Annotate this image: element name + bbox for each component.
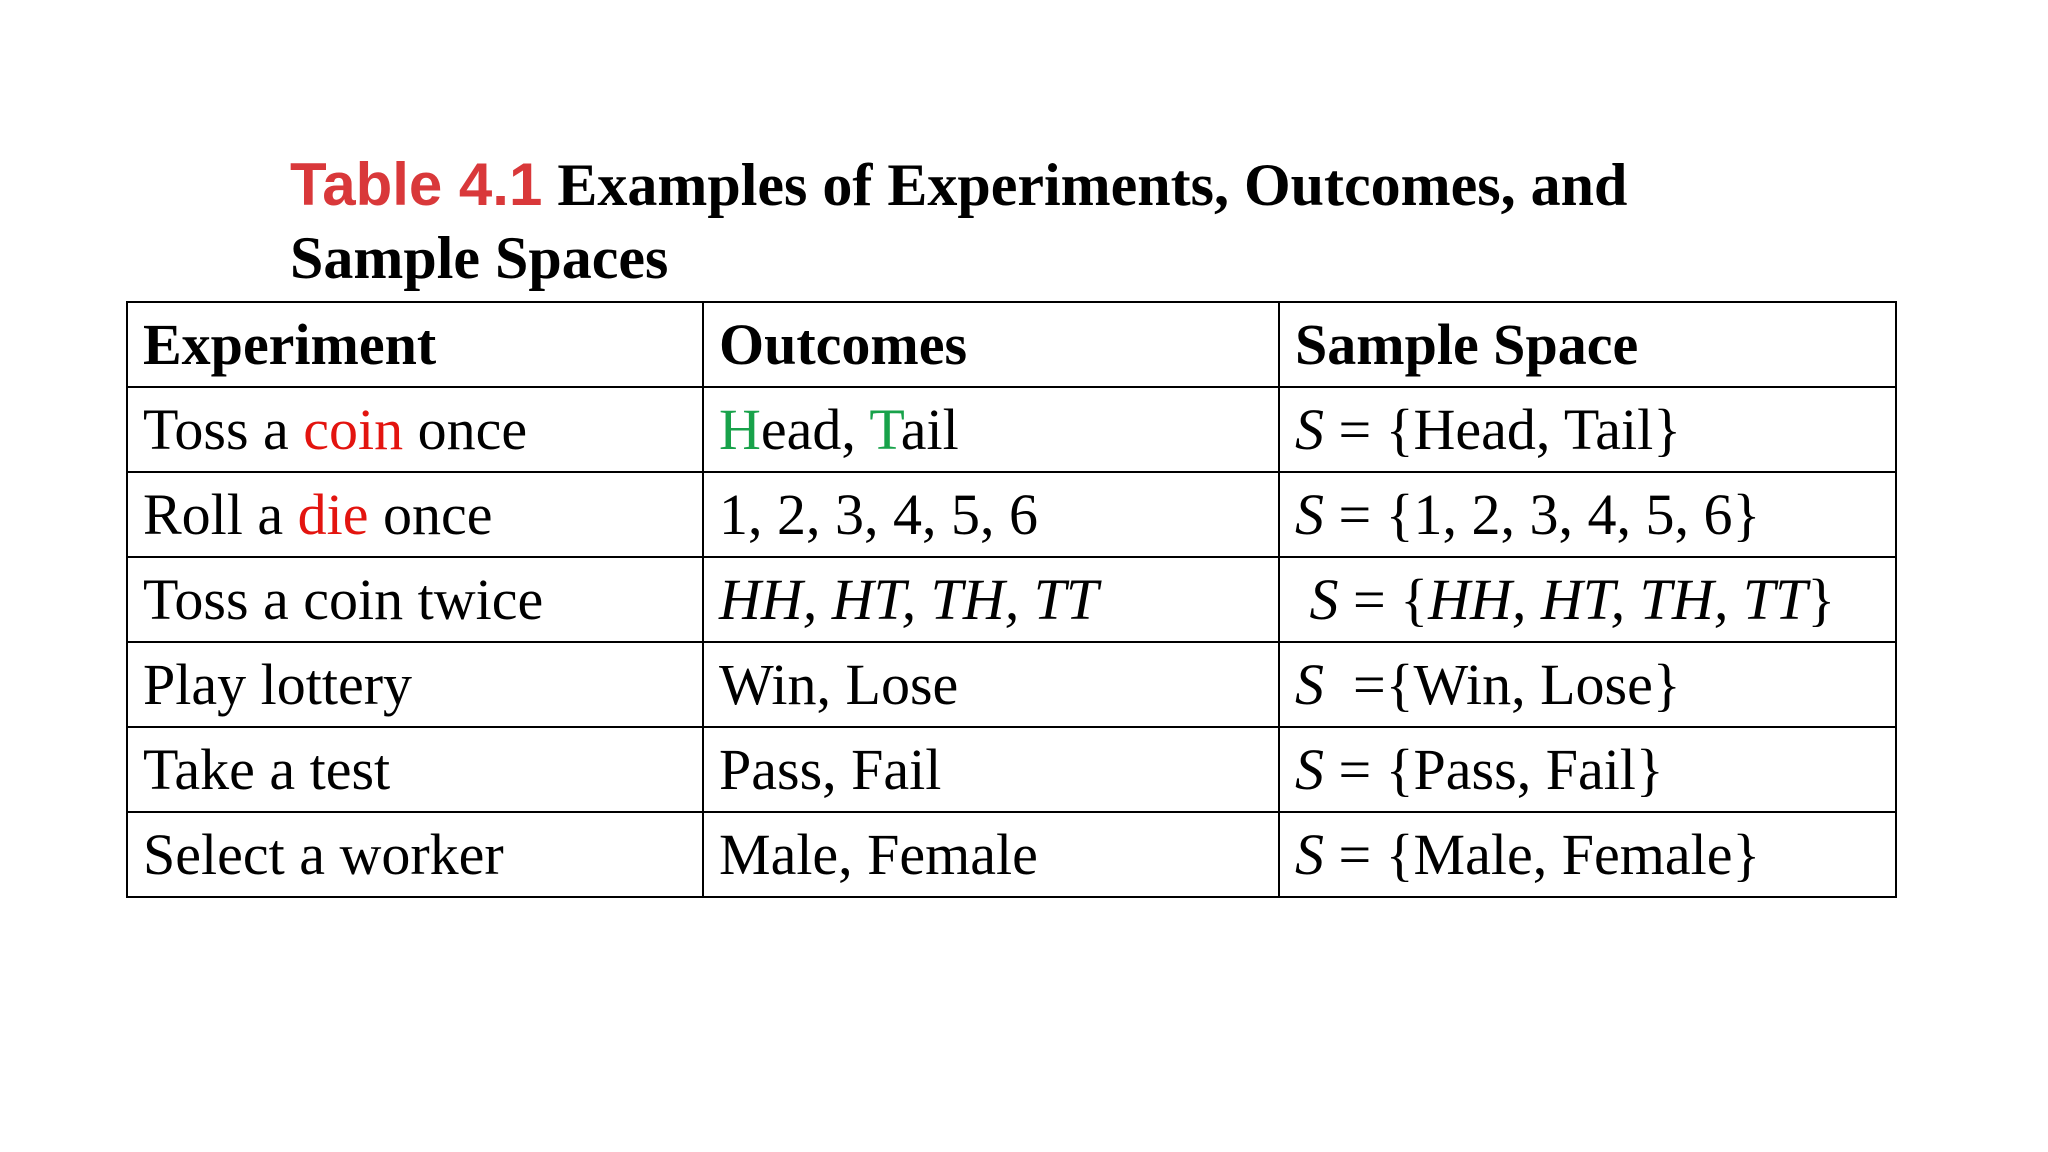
table-row bbox=[127, 557, 1896, 642]
header-outcomes: Outcomes bbox=[703, 302, 1279, 387]
table-row bbox=[127, 642, 1896, 727]
table-title-line1: Examples of Experiments, Outcomes, and bbox=[557, 152, 1628, 218]
coin-highlight: coin bbox=[303, 396, 404, 462]
outcomes-cell: Pass, Fail bbox=[703, 727, 1279, 812]
header-row bbox=[127, 302, 1896, 387]
header-sample-space: Sample Space bbox=[1279, 302, 1896, 387]
table-caption bbox=[290, 148, 1790, 295]
experiment-cell: Play lottery bbox=[127, 642, 703, 727]
sample-space-cell: S = {HH, HT, TH, TT} bbox=[1279, 557, 1896, 642]
experiment-cell: Roll a die once bbox=[127, 472, 703, 557]
sample-space-cell: S = {Head, Tail} bbox=[1279, 387, 1896, 472]
head-highlight: H bbox=[719, 396, 761, 462]
table-row bbox=[127, 812, 1896, 897]
die-highlight: die bbox=[297, 481, 369, 547]
table-number: Table 4.1 bbox=[290, 151, 543, 218]
outcomes-cell: Male, Female bbox=[703, 812, 1279, 897]
sample-space-cell: S = {1, 2, 3, 4, 5, 6} bbox=[1279, 472, 1896, 557]
outcomes-cell: HH, HT, TH, TT bbox=[703, 557, 1279, 642]
tail-highlight: T bbox=[869, 396, 901, 462]
experiment-cell: Take a test bbox=[127, 727, 703, 812]
sample-space-cell: S ={Win, Lose} bbox=[1279, 642, 1896, 727]
table-row bbox=[127, 472, 1896, 557]
table-title-line2: Sample Spaces bbox=[290, 225, 669, 291]
outcomes-cell: 1, 2, 3, 4, 5, 6 bbox=[703, 472, 1279, 557]
experiment-cell: Toss a coin twice bbox=[127, 557, 703, 642]
outcomes-cell: Head, Tail bbox=[703, 387, 1279, 472]
experiments-table bbox=[126, 301, 1897, 898]
table-row bbox=[127, 727, 1896, 812]
table-row bbox=[127, 387, 1896, 472]
sample-space-cell: S = {Male, Female} bbox=[1279, 812, 1896, 897]
experiment-cell: Toss a coin once bbox=[127, 387, 703, 472]
outcomes-cell: Win, Lose bbox=[703, 642, 1279, 727]
sample-space-cell: S = {Pass, Fail} bbox=[1279, 727, 1896, 812]
experiment-cell: Select a worker bbox=[127, 812, 703, 897]
header-experiment: Experiment bbox=[127, 302, 703, 387]
